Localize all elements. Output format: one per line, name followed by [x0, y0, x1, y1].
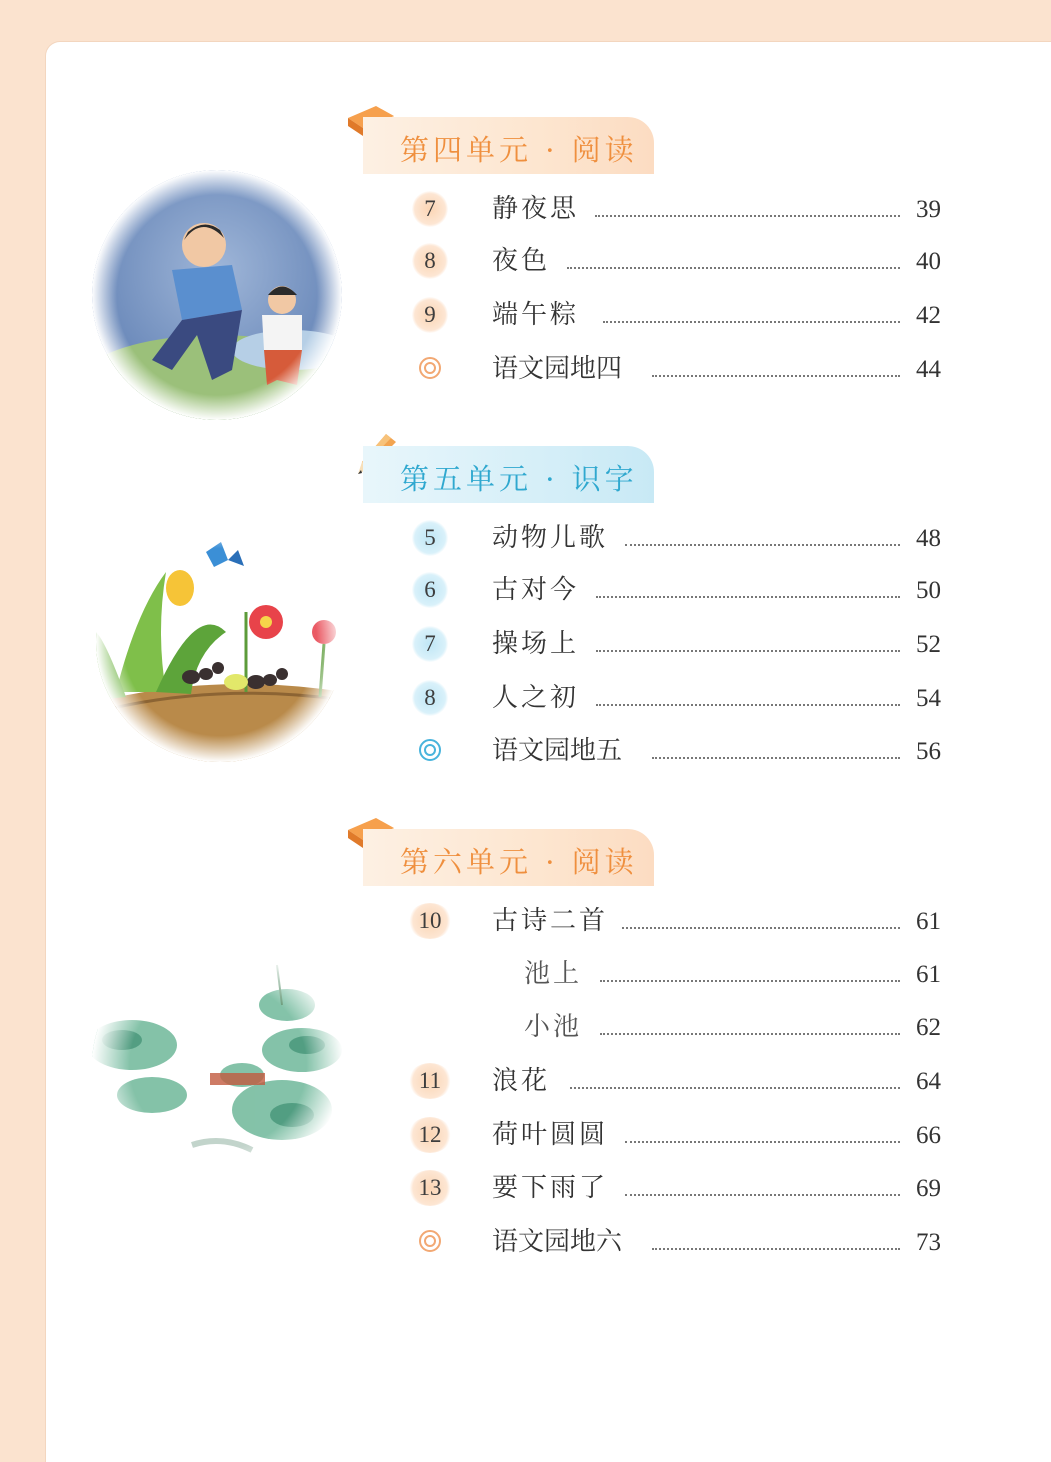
- lesson-title: 浪花: [492, 1066, 551, 1096]
- lesson-title: 语文园地五: [492, 736, 623, 766]
- lesson-number: 13: [408, 1170, 452, 1206]
- dot-leader: [625, 1141, 900, 1143]
- illustration-ants-and-flowers: [96, 522, 344, 762]
- dot-leader: [652, 375, 900, 377]
- page-number: 48: [916, 525, 941, 552]
- unit-header: [363, 117, 654, 174]
- page-number: 69: [916, 1175, 941, 1202]
- unit-title: 第四单元 · 阅读: [400, 133, 638, 167]
- page-number: 50: [916, 577, 941, 604]
- garden-icon: [419, 357, 441, 379]
- lesson-title: 古对今: [492, 575, 580, 605]
- garden-icon: [419, 739, 441, 761]
- toc-row[interactable]: [400, 1007, 945, 1051]
- dot-leader: [652, 1248, 900, 1250]
- toc-row[interactable]: [400, 624, 945, 668]
- illustration-father-and-child: [92, 170, 342, 420]
- page-number: 64: [916, 1068, 941, 1095]
- page-number: 44: [916, 356, 941, 383]
- lesson-title: 语文园地六: [492, 1227, 623, 1257]
- dot-leader: [603, 321, 900, 323]
- unit-header: [363, 829, 654, 886]
- lesson-title: 动物儿歌: [492, 523, 609, 553]
- toc-row[interactable]: [400, 731, 945, 775]
- lesson-number: 5: [412, 520, 448, 556]
- toc-row[interactable]: [400, 1061, 945, 1105]
- dot-leader: [652, 757, 900, 759]
- lesson-title: 语文园地四: [492, 354, 623, 384]
- lesson-number: 12: [408, 1117, 452, 1153]
- toc-row[interactable]: [400, 518, 945, 562]
- lesson-number: 8: [412, 243, 448, 279]
- dot-leader: [625, 1194, 900, 1196]
- toc-row[interactable]: [400, 901, 945, 945]
- toc-row[interactable]: [400, 570, 945, 614]
- lesson-title: 古诗二首: [492, 906, 609, 936]
- lesson-number: 9: [412, 297, 448, 333]
- lesson-title: 要下雨了: [492, 1173, 609, 1203]
- poem-title: 小池: [524, 1012, 583, 1042]
- lesson-title: 静夜思: [492, 194, 580, 224]
- toc-row[interactable]: [400, 1222, 945, 1266]
- lesson-number: 6: [412, 572, 448, 608]
- lesson-title: 荷叶圆圆: [492, 1120, 609, 1150]
- toc-row[interactable]: [400, 954, 945, 998]
- page-number: 62: [916, 1014, 941, 1041]
- page-number: 61: [916, 961, 941, 988]
- unit-header: [363, 446, 654, 503]
- page-number: 73: [916, 1229, 941, 1256]
- dot-leader: [600, 1033, 900, 1035]
- lesson-title: 操场上: [492, 629, 580, 659]
- garden-icon: [419, 1230, 441, 1252]
- toc-row[interactable]: [400, 678, 945, 722]
- dot-leader: [596, 596, 900, 598]
- dot-leader: [596, 704, 900, 706]
- dot-leader: [596, 650, 900, 652]
- page-number: 66: [916, 1122, 941, 1149]
- dot-leader: [625, 544, 900, 546]
- unit-title: 第六单元 · 阅读: [400, 845, 638, 879]
- lesson-title: 夜色: [492, 246, 551, 276]
- dot-leader: [570, 1087, 900, 1089]
- poem-title: 池上: [524, 959, 583, 989]
- page-number: 56: [916, 738, 941, 765]
- toc-row[interactable]: [400, 1168, 945, 1212]
- dot-leader: [622, 927, 900, 929]
- unit-title: 第五单元 · 识字: [400, 462, 638, 496]
- lesson-number: 8: [412, 680, 448, 716]
- page-number: 52: [916, 631, 941, 658]
- toc-row[interactable]: [400, 241, 945, 285]
- page-number: 54: [916, 685, 941, 712]
- page-number: 42: [916, 302, 941, 329]
- toc-row[interactable]: [400, 189, 945, 233]
- dot-leader: [567, 267, 900, 269]
- page-number: 40: [916, 248, 941, 275]
- page-number: 61: [916, 908, 941, 935]
- lesson-number: 7: [412, 191, 448, 227]
- page-number: 39: [916, 196, 941, 223]
- dot-leader: [600, 980, 900, 982]
- toc-row[interactable]: [400, 1115, 945, 1159]
- toc-row[interactable]: [400, 349, 945, 393]
- lesson-number: 10: [408, 903, 452, 939]
- lesson-number: 7: [412, 626, 448, 662]
- lesson-title: 端午粽: [492, 300, 580, 330]
- toc-row[interactable]: [400, 295, 945, 339]
- dot-leader: [595, 215, 900, 217]
- lesson-number: 11: [408, 1063, 452, 1099]
- illustration-lotus-pond: [92, 945, 344, 1185]
- lesson-title: 人之初: [492, 683, 580, 713]
